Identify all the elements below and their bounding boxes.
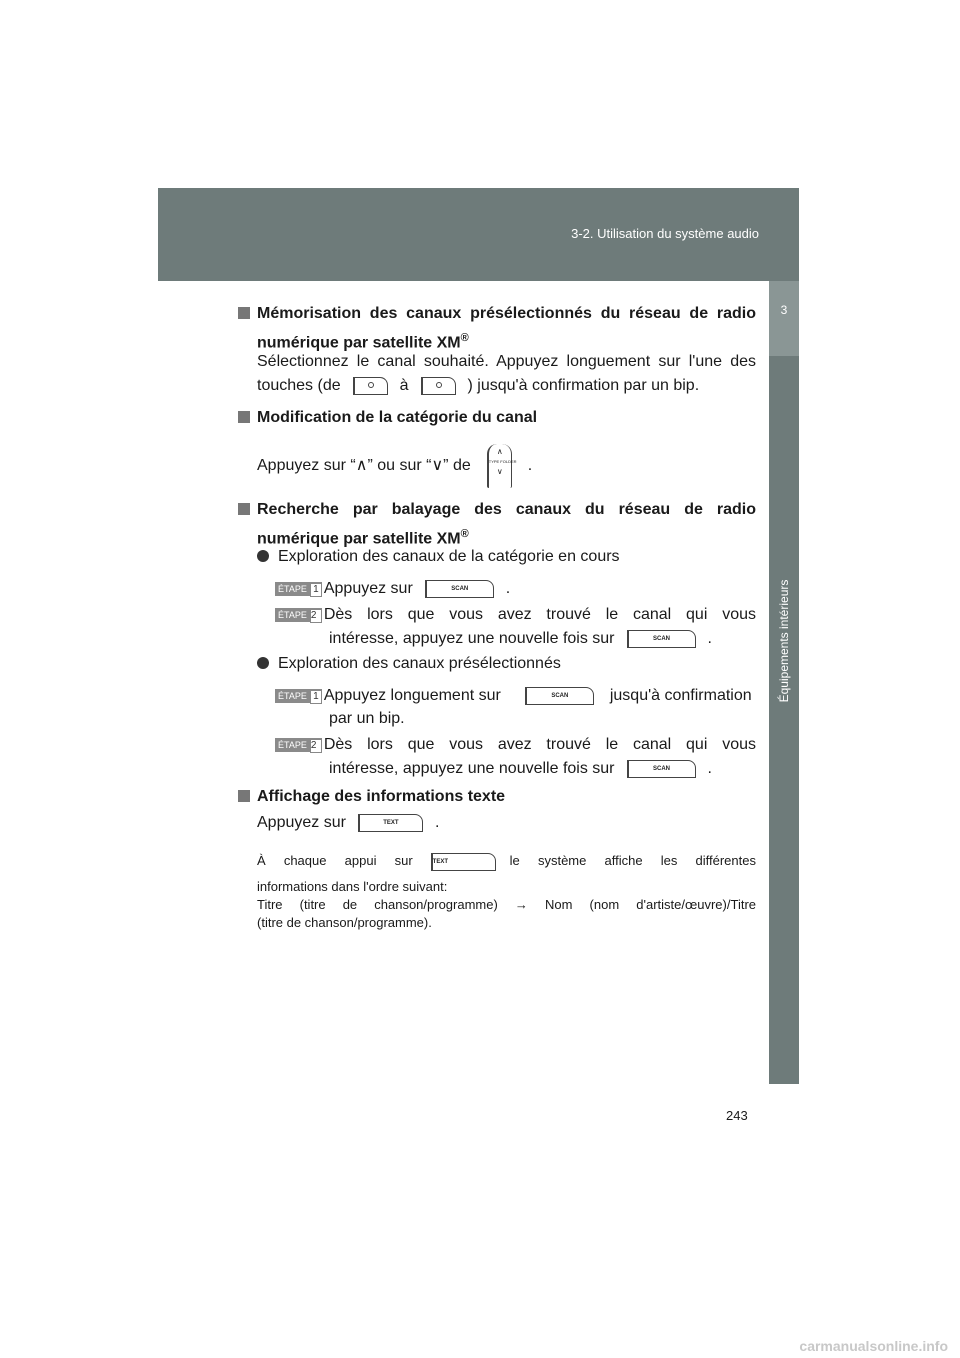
scan-button-graphic: SCAN [627,760,696,778]
circle-bullet-icon [257,657,269,669]
square-bullet-icon [238,790,250,802]
note-line: À chaque appui sur TEXT le système affiche les différentes [257,852,756,871]
step-badge: ÉTAPE 1 [275,689,322,703]
step-item: ÉTAPE 1 Appuyez longuement sur SCAN jusqu'à confirmation [275,686,756,706]
note-line: (titre de chanson/programme). [257,915,432,930]
text-button-graphic: TEXT [431,853,496,871]
paragraph: Sélectionnez le canal souhaité. Appuyez longuement sur l'une des [257,353,756,370]
knob-icon [436,382,442,388]
chevron-down-icon: ∨ [496,467,503,476]
scan-button-graphic: SCAN [627,630,696,648]
text-button-graphic: TEXT [358,814,423,832]
preset-button-6 [421,377,456,395]
step-item-cont: par un bip. [329,710,405,727]
step-item: ÉTAPE 2 Dès lors que vous avez trouvé le canal qui vous [275,605,756,625]
section-title: 3-2. Utilisation du système audio [571,226,759,241]
section-heading-cont: numérique par satellite XM® [257,332,469,352]
step-item: ÉTAPE 2 Dès lors que vous avez trouvé le canal qui vous [275,735,756,755]
paragraph: Appuyez sur TEXT . [257,814,440,831]
square-bullet-icon [238,307,250,319]
square-bullet-icon [238,411,250,423]
step-badge: ÉTAPE 2 [275,738,322,752]
step-badge: ÉTAPE 1 [275,582,322,596]
step-badge: ÉTAPE 2 [275,608,322,622]
header-bar [158,188,799,281]
square-bullet-icon [238,503,250,515]
section-heading: Modification de la catégorie du canal [238,408,537,428]
note-line: informations dans l'ordre suivant: [257,879,448,894]
type-folder-button: ∧ TYPE FOLDER ∨ [487,444,512,488]
knob-icon [368,382,374,388]
page-number: 243 [726,1108,748,1123]
paragraph: Appuyez sur “∧” ou sur “∨” de ∧ TYPE FOLDER ∨ . [257,444,532,488]
bullet-item: Exploration des canaux présélectionnés [257,654,561,674]
chapter-number-box [769,281,799,356]
chapter-label: Équipements intérieurs [777,579,791,703]
circle-bullet-icon [257,550,269,562]
step-item-cont: intéresse, appuyez une nouvelle fois sur SCAN . [329,760,712,777]
chapter-tab [769,281,799,1084]
note-line: Titre (titre de chanson/programme) → Nom (nom d'artiste/œuvre)/Titre [257,897,756,912]
preset-button-1 [353,377,388,395]
section-heading: Recherche par balayage des canaux du réseau de radio [238,500,756,520]
section-heading: Mémorisation des canaux présélectionnés du réseau de radio [238,304,756,324]
step-item: ÉTAPE 1 Appuyez sur SCAN . [275,579,510,599]
scan-button-graphic: SCAN [425,580,494,598]
step-item-cont: intéresse, appuyez une nouvelle fois sur SCAN . [329,630,712,647]
section-heading-cont: numérique par satellite XM® [257,528,469,548]
chapter-number: 3 [780,303,788,317]
section-heading: Affichage des informations texte [238,787,505,807]
watermark: carmanualsonline.info [799,1338,948,1354]
paragraph: touches (de à ) jusqu'à confirmation par un bip. [257,377,700,394]
scan-button-graphic: SCAN [525,687,594,705]
bullet-item: Exploration des canaux de la catégorie en cours [257,547,620,567]
chevron-up-icon: ∧ [496,447,503,456]
